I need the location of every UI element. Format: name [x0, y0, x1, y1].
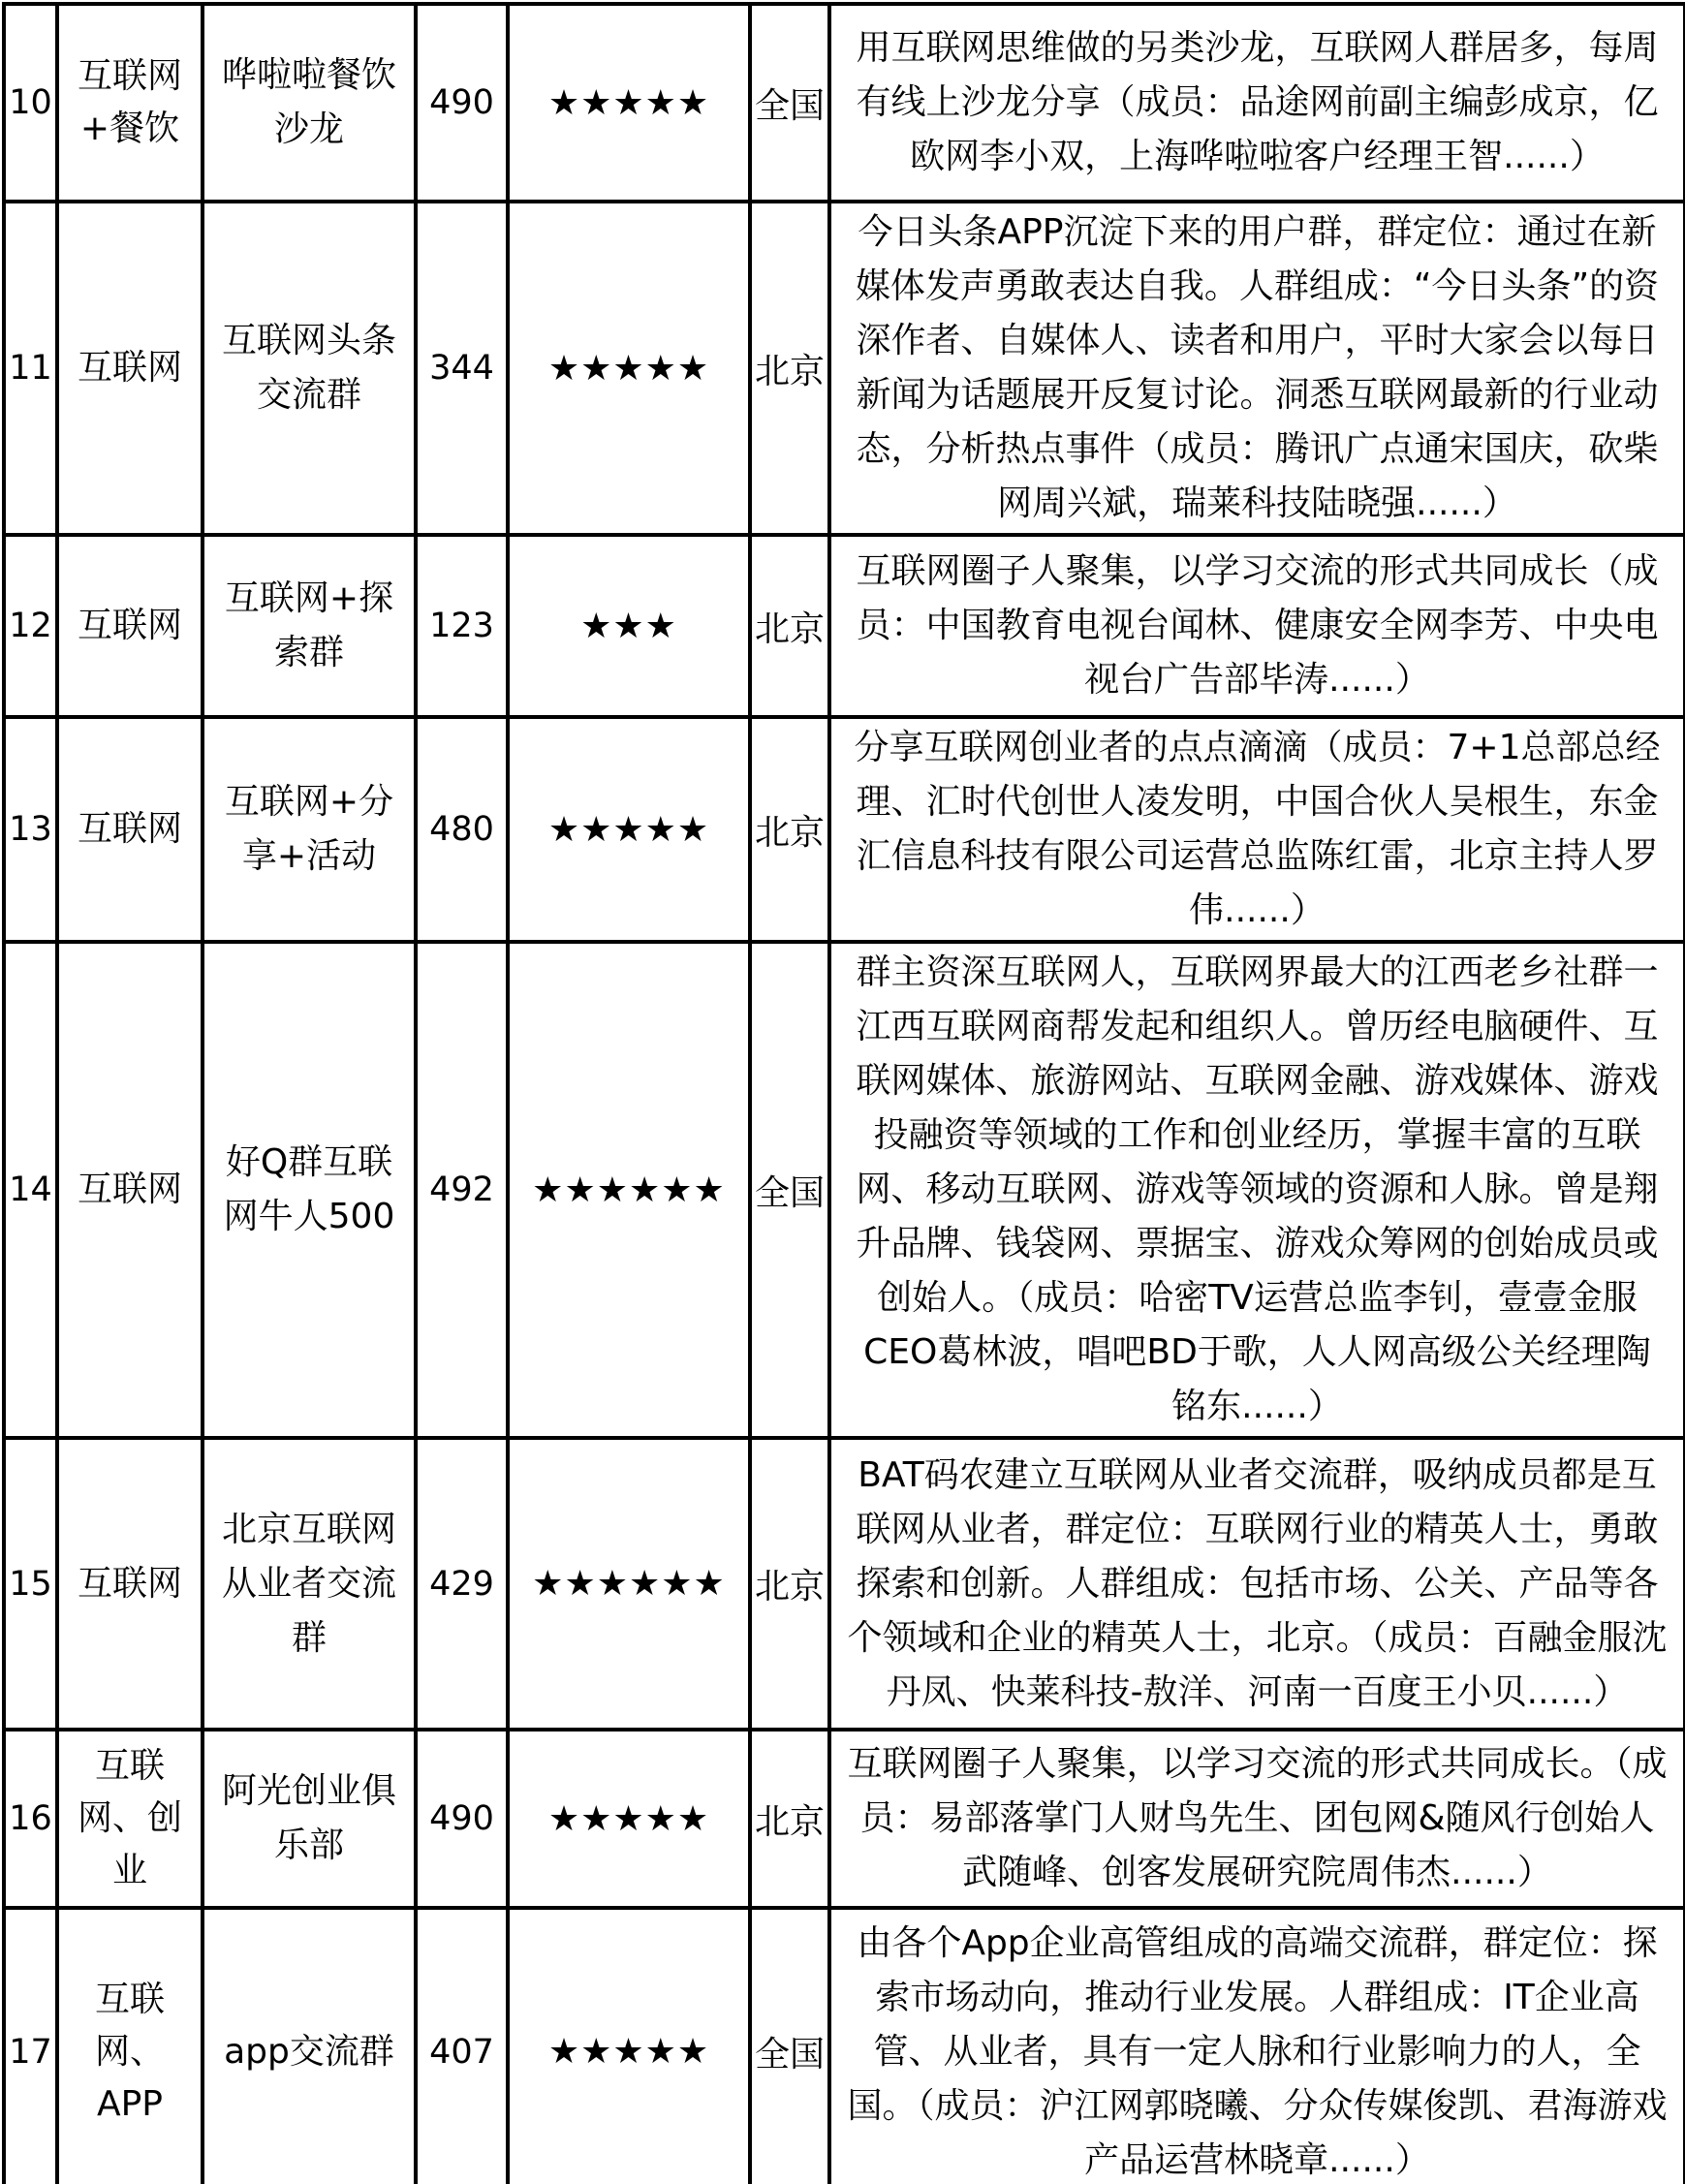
member-count-cell: 480 [416, 717, 508, 942]
row-number-cell: 10 [4, 4, 57, 202]
table-row [4, 1908, 1685, 2184]
region-cell: 全国 [750, 4, 829, 202]
category-cell: 互联网 [57, 1438, 203, 1730]
row-number-cell: 14 [4, 942, 57, 1438]
table-row [4, 4, 1685, 202]
region-cell: 北京 [750, 1730, 829, 1908]
member-count-cell: 492 [416, 942, 508, 1438]
group-name-cell: 互联网+探索群 [203, 535, 416, 717]
region-cell: 北京 [750, 535, 829, 717]
group-name-cell: 北京互联网从业者交流群 [203, 1438, 416, 1730]
group-name-cell: 阿光创业俱乐部 [203, 1730, 416, 1908]
region-cell: 全国 [750, 1908, 829, 2184]
category-cell: 互联网 [57, 942, 203, 1438]
table-row [4, 1730, 1685, 1908]
star-rating: ★★★ [508, 535, 750, 717]
internet-groups-table [2, 2, 1685, 2184]
description-cell: 今日头条APP沉淀下来的用户群，群定位：通过在新媒体发声勇敢表达自我。人群组成：“今日头条”的资深作者、自媒体人、读者和用户，平时大家会以每日新闻为话题展开反复讨论。洞悉互联网最新的行业动态，分析热点事件（成员：腾讯广点通宋国庆，砍柴网周兴斌，瑞莱科技陆晓强......） [829, 202, 1685, 535]
description-cell: 由各个App企业高管组成的高端交流群，群定位：探索市场动向，推动行业发展。人群组成：IT企业高管、从业者，具有一定人脉和行业影响力的人，全国。（成员：沪江网郭晓曦、分众传媒俊凯、君海游戏产品运营林晓章......） [829, 1908, 1685, 2184]
table-row [4, 202, 1685, 535]
region-cell: 全国 [750, 942, 829, 1438]
star-rating: ★★★★★★ [508, 1438, 750, 1730]
star-rating: ★★★★★ [508, 1908, 750, 2184]
star-rating: ★★★★★ [508, 202, 750, 535]
description-cell: 群主资深互联网人，互联网界最大的江西老乡社群一江西互联网商帮发起和组织人。曾历经电脑硬件、互联网媒体、旅游网站、互联网金融、游戏媒体、游戏投融资等领域的工作和创业经历，掌握丰富的互联网、移动互联网、游戏等领域的资源和人脉。曾是翔升品牌、钱袋网、票据宝、游戏众筹网的创始成员或创始人。（成员：哈密TV运营总监李钊，壹壹金服CEO葛林波，唱吧BD于歌，人人网高级公关经理陶铭东......） [829, 942, 1685, 1438]
region-cell: 北京 [750, 202, 829, 535]
row-number-cell: 17 [4, 1908, 57, 2184]
table-row [4, 1438, 1685, 1730]
star-rating: ★★★★★ [508, 4, 750, 202]
description-cell: 互联网圈子人聚集，以学习交流的形式共同成长。（成员：易部落掌门人财鸟先生、团包网&随风行创始人武随峰、创客发展研究院周伟杰......） [829, 1730, 1685, 1908]
member-count-cell: 490 [416, 1730, 508, 1908]
star-rating: ★★★★★★ [508, 942, 750, 1438]
row-number-cell: 12 [4, 535, 57, 717]
star-rating: ★★★★★ [508, 1730, 750, 1908]
group-name-cell: 好Q群互联网牛人500 [203, 942, 416, 1438]
description-cell: BAT码农建立互联网从业者交流群，吸纳成员都是互联网从业者，群定位：互联网行业的精英人士，勇敢探索和创新。人群组成：包括市场、公关、产品等各个领域和企业的精英人士，北京。（成员：百融金服沈丹凤、快莱科技-敖洋、河南一百度王小贝......） [829, 1438, 1685, 1730]
description-cell: 分享互联网创业者的点点滴滴（成员：7+1总部总经理、汇时代创世人凌发明，中国合伙人吴根生，东金汇信息科技有限公司运营总监陈红雷，北京主持人罗伟......） [829, 717, 1685, 942]
star-rating: ★★★★★ [508, 717, 750, 942]
region-cell: 北京 [750, 1438, 829, 1730]
category-cell: 互联网 [57, 202, 203, 535]
category-cell: 互联网 [57, 717, 203, 942]
row-number-cell: 16 [4, 1730, 57, 1908]
row-number-cell: 13 [4, 717, 57, 942]
region-cell: 北京 [750, 717, 829, 942]
member-count-cell: 344 [416, 202, 508, 535]
member-count-cell: 407 [416, 1908, 508, 2184]
member-count-cell: 490 [416, 4, 508, 202]
row-number-cell: 15 [4, 1438, 57, 1730]
table-row [4, 535, 1685, 717]
group-name-cell: 哗啦啦餐饮沙龙 [203, 4, 416, 202]
group-name-cell: app交流群 [203, 1908, 416, 2184]
category-cell: 互联网 [57, 535, 203, 717]
category-cell: 互联网+餐饮 [57, 4, 203, 202]
category-cell: 互联网、APP [57, 1908, 203, 2184]
member-count-cell: 123 [416, 535, 508, 717]
table-row [4, 942, 1685, 1438]
table-row [4, 717, 1685, 942]
description-cell: 用互联网思维做的另类沙龙，互联网人群居多，每周有线上沙龙分享（成员：品途网前副主编彭成京，亿欧网李小双，上海哗啦啦客户经理王智......） [829, 4, 1685, 202]
member-count-cell: 429 [416, 1438, 508, 1730]
description-cell: 互联网圈子人聚集，以学习交流的形式共同成长（成员：中国教育电视台闻林、健康安全网李芳、中央电视台广告部毕涛......） [829, 535, 1685, 717]
category-cell: 互联网、创业 [57, 1730, 203, 1908]
group-name-cell: 互联网+分享+活动 [203, 717, 416, 942]
group-name-cell: 互联网头条交流群 [203, 202, 416, 535]
row-number-cell: 11 [4, 202, 57, 535]
